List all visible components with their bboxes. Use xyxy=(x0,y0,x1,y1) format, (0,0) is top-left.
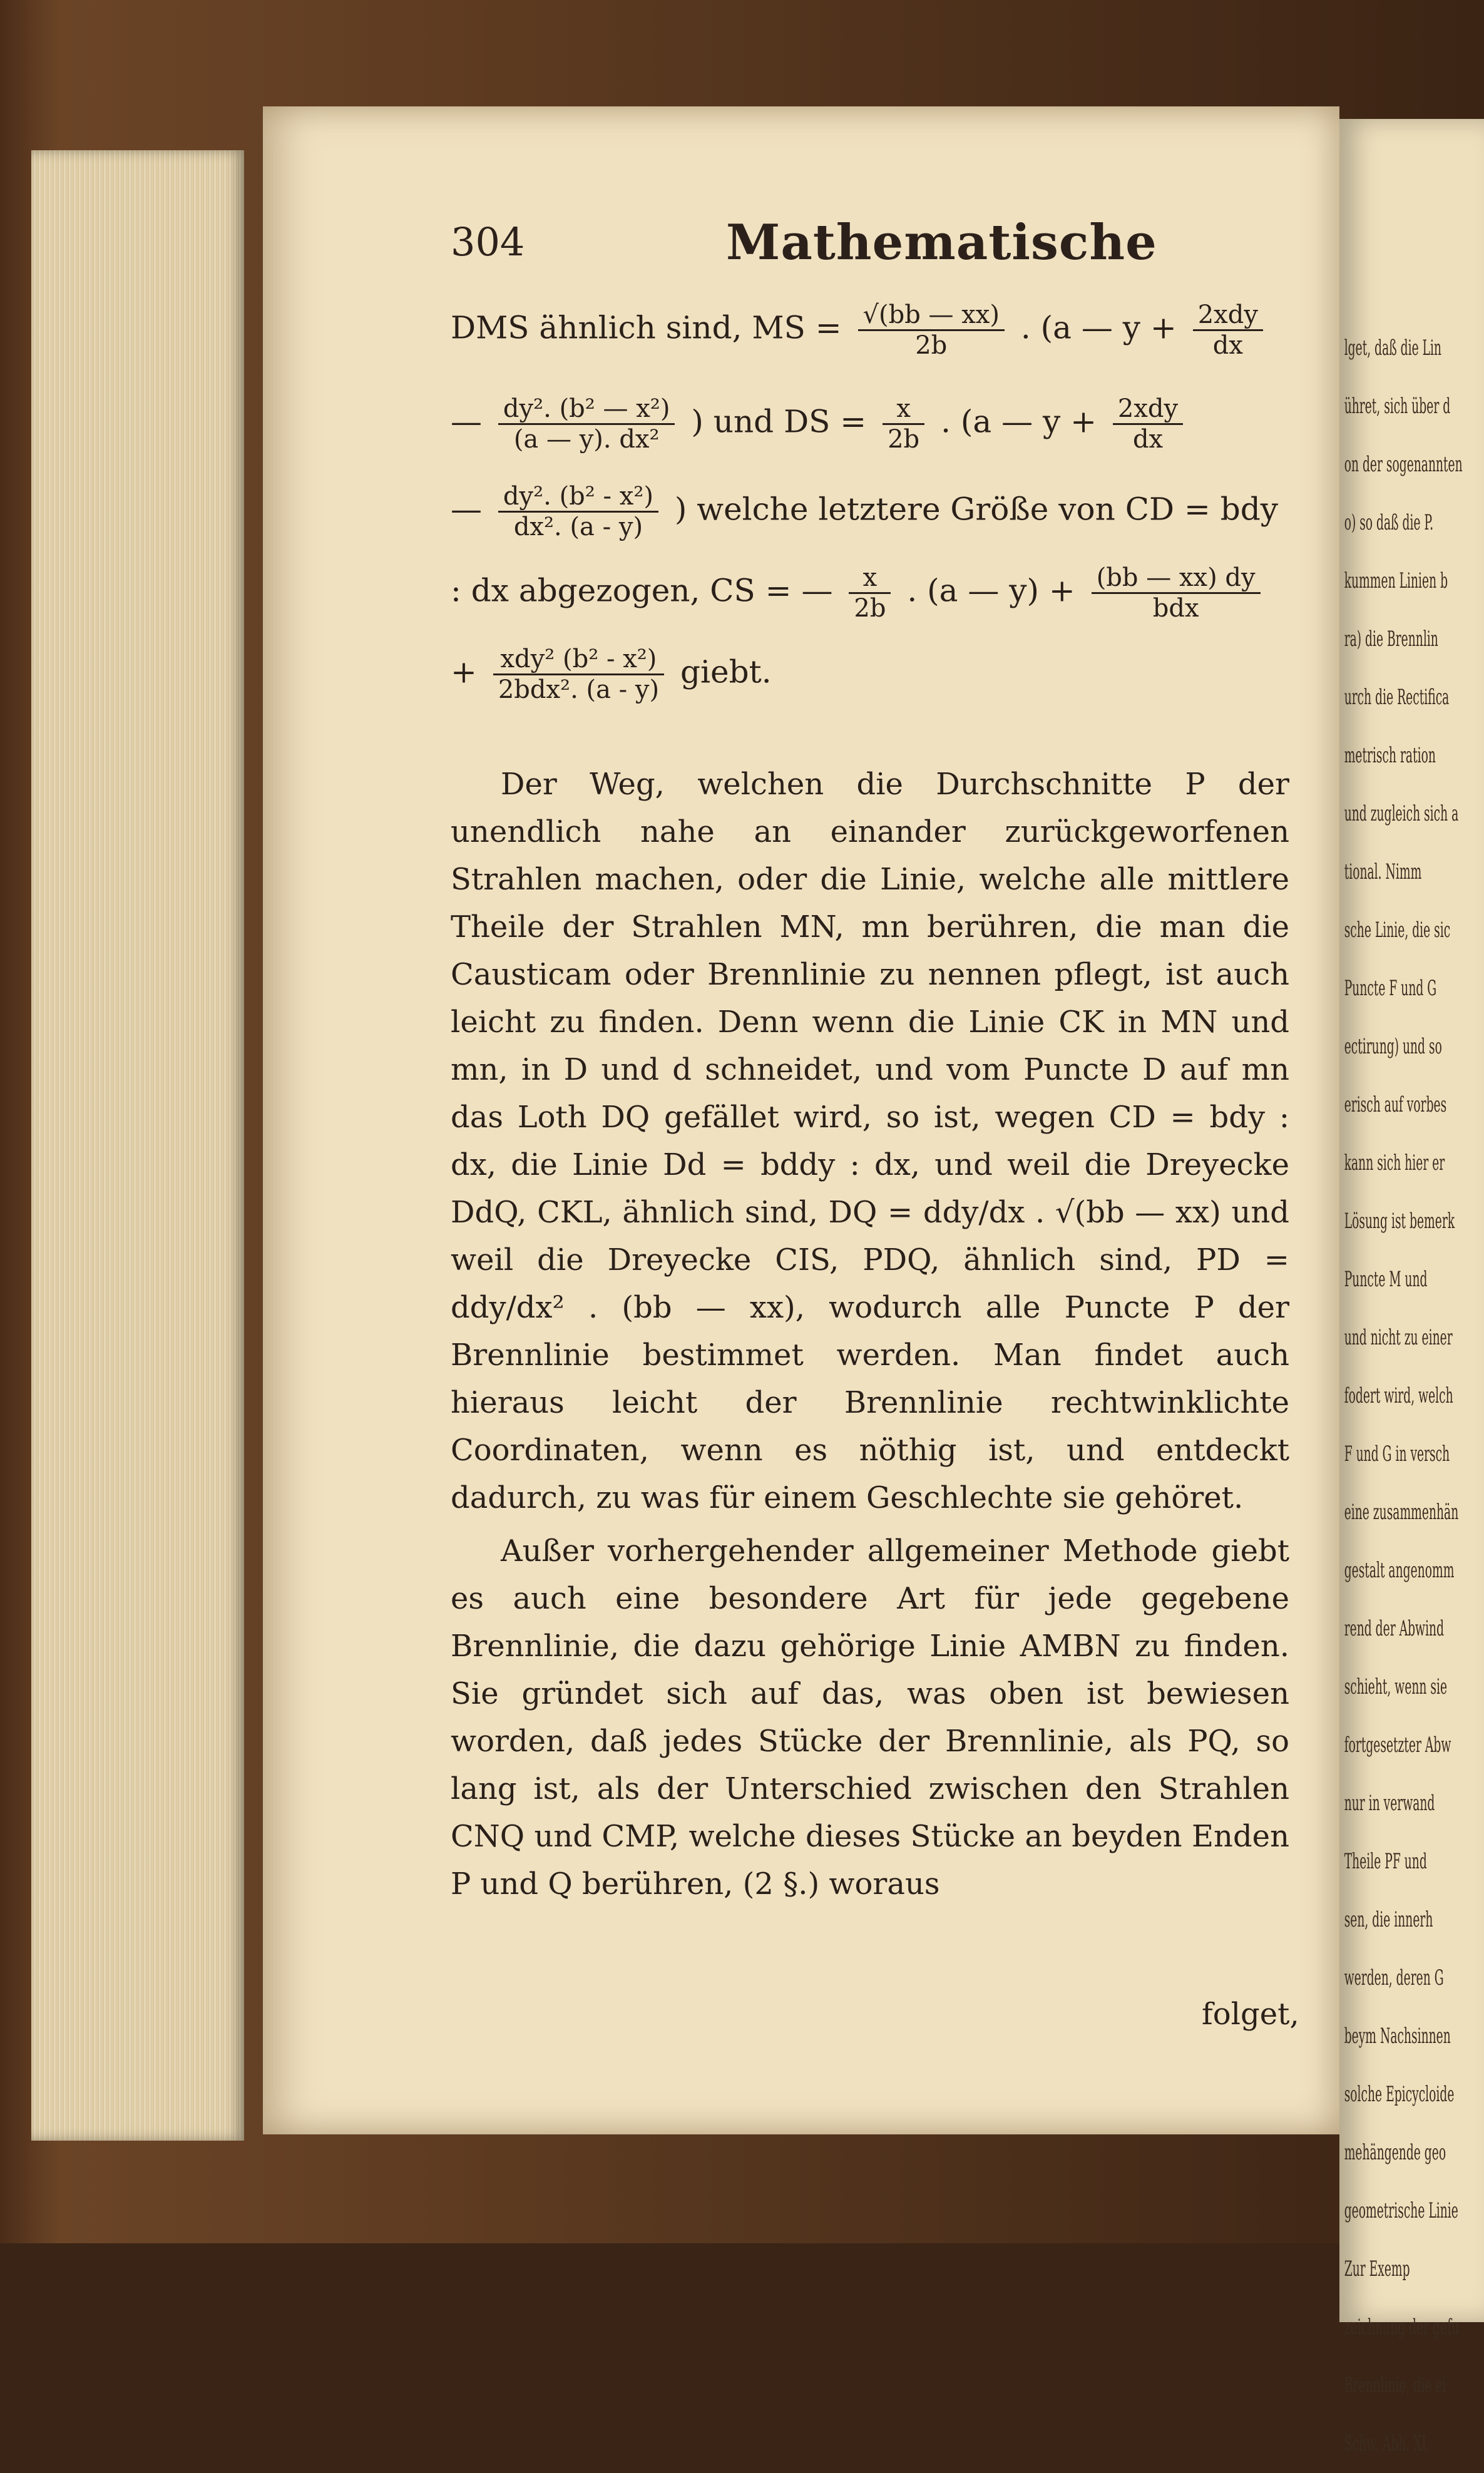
right-page-line: beym Nachsinnen xyxy=(1344,2024,1451,2049)
right-page-line: zeichnung der gefu xyxy=(1344,2315,1460,2340)
numerator: 2xdy xyxy=(1193,300,1263,331)
paragraph-text: Der Weg, welchen die Durchschnitte P der unendlich nahe an einander zurückgeworfenen Strahlen machen, oder die Linie, welche alle mittlere Theile der Strahlen MN, mn berühren, die man die Causticam oder Brennlinie zu nennen pflegt, ist auch leicht zu finden. Denn wenn die Linie CK in MN und mn, in D und d schneidet, und vom Puncte D auf mn das Loth DQ gefället wird, so ist, wegen CD = bdy : dx, die Linie Dd = bddy : dx, und weil die Dreyecke DdQ, CKL, ähnlich sind, DQ = ddy/dx . √(bb — xx) und weil die Dreyecke CIS, PDQ, ähnlich sind, PD = ddy/dx² . (bb — xx), wodurch alle Puncte P der Brennlinie bestimmet werden. Man findet auch hieraus leicht der Brennlinie rechtwinklichte Coordinaten, wenn es nöthig ist, und entdeckt dadurch, zu was für einem Geschlechte sie gehöret. xyxy=(451,767,1289,1515)
right-page-line: geometrische Linie xyxy=(1344,2198,1458,2223)
fraction xyxy=(849,563,891,623)
fraction xyxy=(498,482,658,541)
right-page-line: ra) die Brennlin xyxy=(1344,627,1438,652)
denominator: 2b xyxy=(915,331,948,360)
denominator: 2b xyxy=(854,594,886,623)
formula-text: + xyxy=(451,653,477,690)
formula-text: . (a — y + xyxy=(941,403,1097,440)
formula-text: . (a — y + xyxy=(1020,309,1177,346)
numerator: 2xdy xyxy=(1113,394,1183,425)
right-page-line: kummen Linien b xyxy=(1344,568,1448,593)
right-page-line: Puncte F und G xyxy=(1344,976,1437,1001)
right-page-line: Zur Exemp xyxy=(1344,2256,1410,2281)
right-page-line: gestalt angenomm xyxy=(1344,1558,1455,1583)
right-page-line: ectirung) und so xyxy=(1344,1034,1442,1059)
numerator: xdy² (b² - x²) xyxy=(493,645,664,675)
right-page-line: lget, daß die Lin xyxy=(1344,335,1442,361)
formula-text: . (a — y) + xyxy=(907,572,1075,609)
right-page-line: solche Epicycloide xyxy=(1344,2082,1455,2107)
formula-text: giebt. xyxy=(680,653,772,690)
denominator: dx xyxy=(1212,331,1243,360)
fraction xyxy=(493,645,664,704)
fraction xyxy=(498,394,675,454)
formula-line-5 xyxy=(451,645,772,704)
numerator: x xyxy=(849,563,891,594)
right-page-line: metrisch ration xyxy=(1344,743,1436,768)
numerator: dy². (b² - x²) xyxy=(498,482,658,513)
right-page-line: erisch auf vorbes xyxy=(1344,1092,1447,1117)
page-number: 304 xyxy=(451,219,525,265)
right-page-line: tional. Nimm xyxy=(1344,859,1422,884)
paragraph-method xyxy=(451,1527,1289,1908)
right-page-line: werden, deren G xyxy=(1344,1965,1444,1990)
right-page-fragment xyxy=(1339,119,1484,2456)
right-page-line: sche Linie, die sic xyxy=(1344,918,1451,943)
right-page-line: sen, die innerh xyxy=(1344,1907,1433,1932)
denominator: dx xyxy=(1132,425,1164,454)
formula-text: : dx abgezogen, CS = — xyxy=(451,572,833,609)
right-page-line: fodert wird, welch xyxy=(1344,1383,1453,1408)
running-title: Mathematische xyxy=(726,214,1157,271)
right-page-line: ühret, sich über d xyxy=(1344,394,1451,419)
right-page-line: Lösung ist bemerk xyxy=(1344,1209,1455,1234)
right-page-line: Brennlinie, die ei xyxy=(1344,2373,1446,2398)
numerator: dy². (b² — x²) xyxy=(498,394,675,425)
fraction xyxy=(1092,563,1261,623)
formula-line-3 xyxy=(451,482,1278,541)
right-page-line: schieht, wenn sie xyxy=(1344,1674,1448,1699)
numerator: √(bb — xx) xyxy=(858,300,1005,331)
page-edges xyxy=(31,150,244,2141)
right-page-line: o) so daß die P. xyxy=(1344,510,1434,535)
formula-text: — xyxy=(451,491,482,528)
formula-line-2 xyxy=(451,394,1189,454)
fraction xyxy=(1113,394,1183,454)
formula-line-1 xyxy=(451,300,1269,360)
right-page-line: kann sich hier er xyxy=(1344,1150,1445,1175)
formula-text: DMS ähnlich sind, MS = xyxy=(451,309,842,346)
denominator: 2bdx². (a - y) xyxy=(498,675,660,704)
denominator: bdx xyxy=(1152,594,1199,623)
right-page-line: on der sogenannten xyxy=(1344,452,1463,477)
right-page-line: eine zusammenhän xyxy=(1344,1500,1459,1525)
right-page-line: Puncte M und xyxy=(1344,1267,1428,1292)
right-page-line: Schw. Abh. XI. xyxy=(1344,2431,1430,2456)
fraction xyxy=(1193,300,1263,360)
numerator: (bb — xx) dy xyxy=(1092,563,1261,594)
right-page-line: F und G in versch xyxy=(1344,1441,1450,1467)
right-page-line: und nicht zu einer xyxy=(1344,1325,1453,1350)
right-page-line: mehängende geo xyxy=(1344,2140,1446,2165)
denominator: (a — y). dx² xyxy=(513,425,660,454)
fraction xyxy=(858,300,1005,360)
denominator: 2b xyxy=(888,425,920,454)
right-page-line: urch die Rectifica xyxy=(1344,685,1450,710)
right-page-line: und zugleich sich a xyxy=(1344,801,1459,826)
formula-text: ) und DS = xyxy=(691,403,867,440)
formula-text: ) welche letztere Größe von CD = bdy xyxy=(674,491,1278,528)
right-page-line: Theile PF und xyxy=(1344,1849,1427,1874)
right-page-line: rend der Abwind xyxy=(1344,1616,1445,1641)
right-page-line: nur in verwand xyxy=(1344,1791,1435,1816)
paragraph-caustic xyxy=(451,760,1289,1522)
right-page-line: fortgesetzter Abw xyxy=(1344,1733,1451,1758)
numerator: x xyxy=(883,394,924,425)
formula-line-4 xyxy=(451,563,1267,623)
formula-text: — xyxy=(451,403,482,440)
paragraph-text: Außer vorhergehender allgemeiner Methode giebt es auch eine besondere Art für jede gegebene Brennlinie, die dazu gehörige Linie AMBN zu finden. Sie gründet sich auf das, was oben ist bewiesen worden, daß jedes Stücke der Brennlinie, als PQ, so lang ist, als der Unterschied zwischen den Strahlen CNQ und CMP, welche dieses Stücke an beyden Enden P und Q berühren, (2 §.) woraus xyxy=(451,1533,1289,1902)
page-header xyxy=(451,214,1277,282)
fraction xyxy=(883,394,924,454)
denominator: dx². (a - y) xyxy=(513,513,643,541)
catchword: folget, xyxy=(1202,1997,1299,2032)
